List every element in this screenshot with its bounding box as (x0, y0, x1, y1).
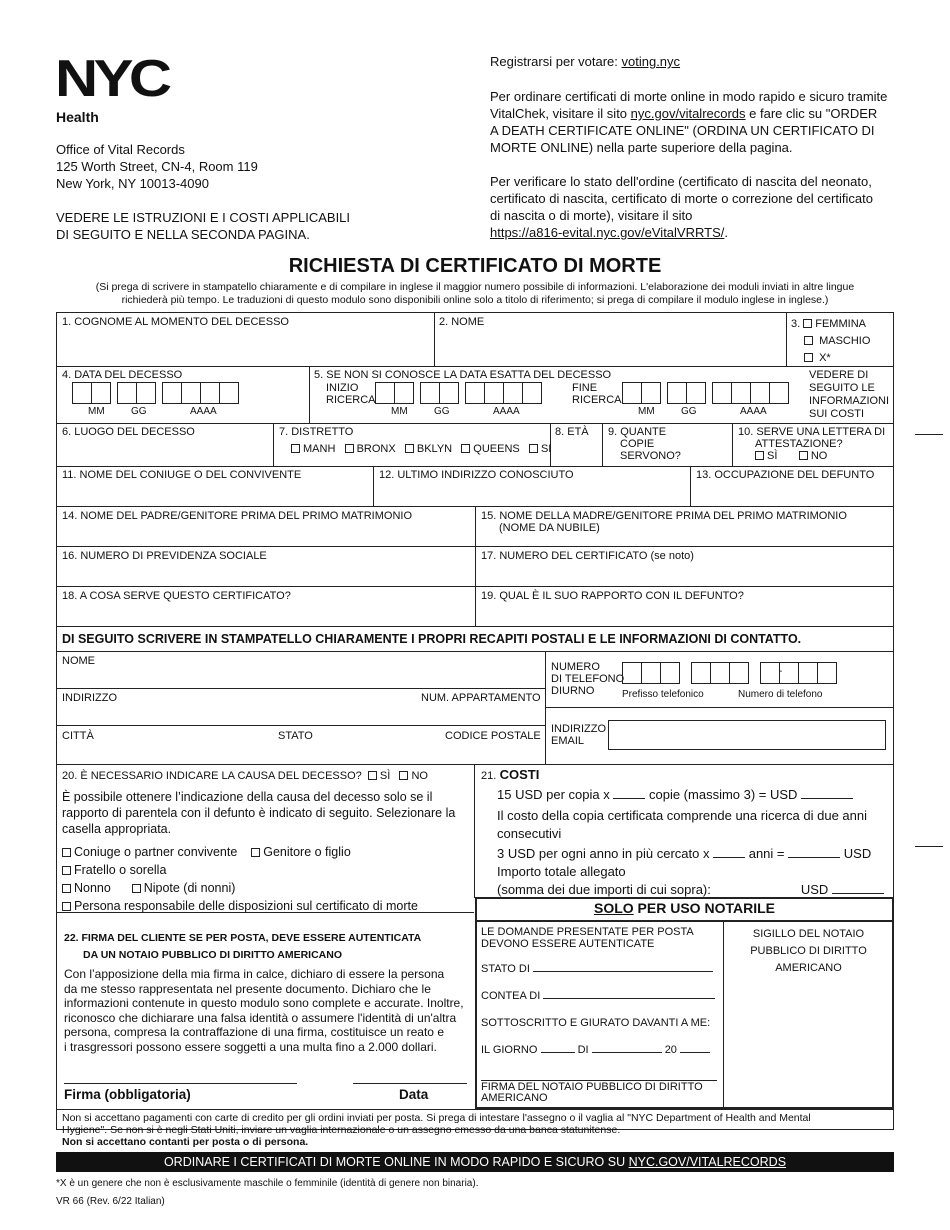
letter-line: ATTESTAZIONE? (755, 438, 843, 450)
checkbox[interactable] (62, 884, 71, 893)
instructions-line: DI SEGUITO E NELLA SECONDA PAGINA. (56, 227, 310, 242)
email-line: INDIRIZZO (551, 723, 606, 735)
char-cell[interactable] (484, 382, 504, 404)
cost-text: USD (843, 846, 872, 861)
voting-link[interactable]: voting.nyc (621, 54, 681, 69)
payment-line: Non si accettano contanti per posta o di persona. (62, 1136, 309, 1148)
notary-label: IL GIORNO (481, 1044, 538, 1056)
vitalchek-info (490, 88, 910, 156)
date-mm: MM (638, 406, 655, 417)
payment-line: Hygiene". Se non si è negli Stati Uniti, inviare un vaglia internazionale o un assegno emesso da una banca statunitense. (62, 1124, 621, 1136)
letter-line: 10. SERVE UNA LETTERA DI (738, 426, 886, 438)
sex-option: MASCHIO (819, 335, 871, 347)
borough-options (291, 443, 551, 455)
vitalchek-line: MORTE ONLINE) nella parte superiore della pagina. (490, 140, 793, 155)
cost-text: anni = (748, 846, 785, 861)
checkbox[interactable] (345, 444, 354, 453)
mother-name-field[interactable] (481, 510, 847, 534)
char-cell[interactable] (439, 382, 459, 404)
vitalchek-line (490, 105, 910, 122)
signature-field[interactable]: Firma (obbligatoria) (64, 1087, 191, 1102)
rel-option: Genitore o figlio (263, 845, 351, 859)
evital-link[interactable]: https://a816-evital.nyc.gov/eVitalVRRTS/ (490, 225, 725, 240)
vitalchek-text: VitalChek, visitare il sito (490, 106, 631, 121)
declaration-line: Con l’apposizione della mia firma in calce, dichiaro di essere la persona (64, 967, 445, 981)
char-cell[interactable] (219, 382, 239, 404)
cost-text: consecutivi (497, 826, 562, 841)
char-cell[interactable] (691, 662, 711, 684)
logo-subtitle: Health (56, 109, 99, 125)
rel-option: Nipote (di nonni) (143, 881, 236, 895)
phone-boxes[interactable] (622, 662, 886, 688)
date-of-death-boxes[interactable] (72, 382, 249, 406)
sex-field (791, 316, 870, 367)
char-cell[interactable] (622, 382, 642, 404)
checkbox[interactable] (461, 444, 470, 453)
total-blank[interactable] (832, 893, 884, 894)
note-line: INFORMAZIONI (809, 395, 890, 407)
char-cell[interactable] (162, 382, 182, 404)
cost-text: (somma dei due importi di cui sopra): (497, 882, 711, 897)
borough-option: BRONX (356, 443, 396, 455)
char-cell[interactable] (667, 382, 687, 404)
subtitle-line: (Si prega di scrivere in stampatello chiaramente e di compilare in inglese il maggior numero possibile di informazioni. L'elaborazione dei moduli inviati in altre lingue (95, 281, 855, 293)
rel-option: Nonno (74, 881, 111, 895)
char-cell[interactable] (641, 662, 661, 684)
notary-signature-label[interactable] (481, 1082, 703, 1104)
char-cell[interactable] (641, 382, 661, 404)
date-mm: MM (391, 406, 408, 417)
sig-heading-line: 22. FIRMA DEL CLIENTE SE PER POSTA, DEVE ESSERE AUTENTICATA (64, 932, 422, 944)
end-date-boxes[interactable] (622, 382, 799, 406)
notary-line: DEVONO ESSERE AUTENTICATE (481, 938, 655, 950)
cost-text: Il costo della copia certificata comprende una ricerca di due anni (497, 808, 867, 823)
phone-line: NUMERO (551, 661, 600, 673)
char-cell[interactable] (731, 382, 751, 404)
note-line: SEGUITO LE (809, 382, 875, 394)
footnote: *X è un genere che non è esclusivamente maschile o femminile (identità di genere non binaria). (56, 1178, 479, 1189)
char-cell[interactable] (710, 662, 730, 684)
status-text: . (724, 225, 728, 240)
area-code-label: Prefisso telefonico (622, 689, 704, 700)
state-field[interactable]: STATO (278, 730, 313, 742)
letter-field (738, 426, 885, 462)
copies-line: 9. QUANTE (608, 426, 667, 438)
checkbox[interactable] (799, 451, 808, 460)
notary-sig-line: FIRMA DEL NOTAIO PUBBLICO DI DIRITTO (481, 1081, 703, 1093)
bar-link[interactable]: NYC.GOV/VITALRECORDS (628, 1155, 787, 1169)
copies-field[interactable] (608, 426, 681, 462)
notary-date-field[interactable] (481, 1044, 710, 1056)
signature-declaration (64, 967, 470, 1055)
checkbox[interactable] (804, 353, 813, 362)
notary-label: CONTEA DI (481, 990, 541, 1002)
start-date-boxes[interactable] (375, 382, 552, 406)
checkbox[interactable] (62, 902, 71, 911)
notary-sig-line: AMERICANO (481, 1092, 548, 1104)
checkbox[interactable] (399, 771, 408, 780)
checkbox[interactable] (62, 866, 71, 875)
last-address-field[interactable]: 12. ULTIMO INDIRIZZO CONOSCIUTO (379, 469, 574, 481)
apartment-field[interactable]: NUM. APPARTAMENTO (421, 692, 541, 704)
declaration-line: da me stesso rappresentata nel presente documento. Dichiaro che le (64, 981, 431, 996)
relationship-options (62, 843, 418, 915)
char-cell[interactable] (420, 382, 440, 404)
purpose-field[interactable]: 18. A COSA SERVE QUESTO CERTIFICATO? (62, 590, 291, 602)
char-cell[interactable] (686, 382, 706, 404)
name-field[interactable]: NOME (62, 655, 95, 667)
cost-text: USD (800, 882, 829, 897)
date-aaaa: AAAA (493, 406, 520, 417)
char-cell[interactable] (200, 382, 220, 404)
char-cell[interactable] (750, 382, 770, 404)
date-aaaa: AAAA (740, 406, 767, 417)
date-field[interactable]: Data (399, 1087, 429, 1102)
copies-line: COPIE (620, 438, 655, 450)
notary-label: DI (577, 1044, 589, 1056)
contact-banner: DI SEGUITO SCRIVERE IN STAMPATELLO CHIARAMENTE I PROPRI RECAPITI POSTALI E LE INFORMAZIONI DI CONTATTO. (62, 632, 802, 646)
notary-title-rest: PER USO NOTARILE (633, 900, 775, 916)
notary-line: LE DOMANDE PRESENTATE PER POSTA (481, 926, 694, 938)
signature-heading (64, 930, 421, 964)
phone-number-label: Numero di telefono (738, 689, 823, 700)
cost-text: 15 USD per copia x (497, 787, 610, 802)
cost-text: copie (massimo 3) = USD (648, 787, 798, 802)
char-cell[interactable] (660, 662, 680, 684)
date-aaaa: AAAA (190, 406, 217, 417)
surname-field[interactable]: 1. COGNOME AL MOMENTO DEL DECESSO (62, 316, 289, 328)
date-gg: GG (131, 406, 147, 417)
declaration-line: i trasgressori possono essere soggetti a una multa fino a 2.000 dollari. (64, 1039, 437, 1054)
char-cell[interactable] (622, 662, 642, 684)
date-gg: GG (681, 406, 697, 417)
cause-explanation (62, 789, 455, 837)
yes-option: SÌ (379, 770, 391, 782)
sex-option: FEMMINA (815, 318, 866, 330)
no-option: NO (810, 450, 828, 462)
office-line: 125 Worth Street, CN-4, Room 119 (56, 159, 258, 174)
amount-blank[interactable] (788, 857, 840, 858)
seal-line: PUBBLICO DI DIRITTO (750, 945, 867, 957)
checkbox[interactable] (405, 444, 414, 453)
spouse-field[interactable]: 11. NOME DEL CONIUGE O DEL CONVIVENTE (62, 469, 302, 481)
declaration-line: riconosco che dichiarare una falsa identità o assumere l'identità di un'altra (64, 1010, 457, 1025)
rel-option: Fratello o sorella (74, 863, 167, 877)
notary-label: 20 (664, 1044, 677, 1056)
date-mm: MM (88, 406, 105, 417)
checkbox[interactable] (62, 848, 71, 857)
first-name-field[interactable]: 2. NOME (439, 316, 485, 328)
instructions-note (56, 209, 350, 243)
see-costs-note (809, 369, 889, 421)
notary-note (481, 926, 694, 950)
costs-num: 21. (481, 770, 497, 782)
notary-county-field[interactable] (481, 990, 715, 1002)
seal-line: AMERICANO (775, 962, 842, 974)
char-cell[interactable] (817, 662, 837, 684)
status-line: Per verificare lo stato dell'ordine (certificato di nascita del neonato, (490, 174, 872, 189)
address-field[interactable]: INDIRIZZO (62, 692, 117, 704)
checkbox[interactable] (251, 848, 260, 857)
char-cell[interactable] (798, 662, 818, 684)
borough-option: MANH (303, 443, 336, 455)
char-cell[interactable] (181, 382, 201, 404)
cost-text: 3 USD per ogni anno in più cercato x (497, 846, 710, 861)
city-field[interactable]: CITTÀ (62, 730, 94, 742)
char-cell[interactable] (729, 662, 749, 684)
seal-line: SIGILLO DEL NOTAIO (752, 928, 865, 940)
char-cell[interactable] (760, 662, 783, 684)
sex-option: X* (819, 352, 831, 364)
cause-label: 20. È NECESSARIO INDICARE LA CAUSA DEL DECESSO? (62, 770, 362, 782)
char-cell[interactable] (465, 382, 485, 404)
checkbox[interactable] (132, 884, 141, 893)
copies-line: SERVONO? (620, 450, 681, 462)
certificate-number-field[interactable]: 17. NUMERO DEL CERTIFICATO (se noto) (481, 550, 694, 562)
notary-sworn: SOTTOSCRITTO E GIURATO DAVANTI A ME: (481, 1017, 711, 1029)
cause-of-death-question (62, 770, 428, 782)
status-line (490, 224, 910, 241)
no-option: NO (411, 770, 428, 782)
form-id: VR 66 (Rev. 6/22 Italian) (56, 1196, 165, 1207)
email-line: EMAIL (551, 735, 585, 747)
payment-note (62, 1112, 888, 1148)
inizio-text: INIZIO (326, 382, 359, 394)
email-input[interactable] (608, 720, 886, 750)
start-search-label (326, 382, 376, 406)
char-cell[interactable] (375, 382, 395, 404)
checkbox[interactable] (804, 336, 813, 345)
register-vote (490, 54, 680, 69)
phone-line: DIURNO (551, 685, 595, 697)
age-field[interactable]: 8. ETÀ (555, 426, 589, 438)
notary-title (475, 900, 894, 916)
vitalchek-text: e fare clic su "ORDER (745, 106, 878, 121)
ssn-field[interactable]: 16. NUMERO DI PREVIDENZA SOCIALE (62, 550, 267, 562)
costs-body (497, 786, 892, 899)
mother-line: 15. NOME DELLA MADRE/GENITORE PRIMA DEL PRIMO MATRIMONIO (481, 510, 847, 522)
notary-title-solo: SOLO (594, 900, 634, 916)
char-cell[interactable] (394, 382, 414, 404)
notary-state-field[interactable] (481, 963, 713, 975)
checkbox[interactable] (368, 771, 377, 780)
cause-line: casella appropriata. (62, 822, 172, 836)
note-line: VEDERE DI (809, 369, 869, 381)
phone-line: DI TELEFONO (551, 673, 625, 685)
vitalrecords-link[interactable]: nyc.gov/vitalrecords (630, 106, 746, 121)
relationship-field[interactable]: 19. QUAL È IL SUO RAPPORTO CON IL DEFUNTO? (481, 590, 744, 602)
char-cell[interactable] (769, 382, 789, 404)
borough-option: QUEENS (473, 443, 520, 455)
checkbox[interactable] (755, 451, 764, 460)
char-cell[interactable] (91, 382, 111, 404)
ricerca-text: RICERCA (572, 394, 622, 406)
subtitle-line: richiederà più tempo. Le traduzioni di questo modulo sono disponibili online solo a titolo di riferimento; si prega di compilare il modulo inglese in inglese.) (121, 294, 829, 306)
instructions-line: VEDERE LE ISTRUZIONI E I COSTI APPLICABILI (56, 210, 351, 225)
declaration-line: informazioni contenute in questo modulo sono complete e accurate. Inoltre, (64, 996, 464, 1011)
phone-dash: - (779, 666, 783, 677)
cost-text: Importo totale allegato (497, 864, 626, 879)
vitalchek-line: A DEATH CERTIFICATE ONLINE" (ORDINA UN CERTIFICATO DI (490, 123, 875, 138)
date-gg: GG (434, 406, 450, 417)
sig-heading-line: DA UN NOTAIO PUBBLICO DI DIRITTO AMERICANO (83, 949, 342, 961)
checkbox[interactable] (803, 319, 812, 328)
notary-label: STATO DI (481, 963, 530, 975)
zip-field[interactable]: CODICE POSTALE (445, 730, 541, 742)
vitalchek-line: Per ordinare certificati di morte online in modo rapido e sicuro tramite (490, 89, 888, 104)
costs-title: COSTI (499, 767, 540, 782)
rel-option: Coniuge o partner convivente (74, 845, 238, 859)
father-name-field[interactable]: 14. NOME DEL PADRE/GENITORE PRIMA DEL PRIMO MATRIMONIO (62, 510, 413, 522)
cause-line: rapporto di parentela con il defunto è indicato di seguito. Selezionare la (62, 806, 456, 820)
fine-text: FINE (572, 382, 598, 394)
char-cell[interactable] (712, 382, 732, 404)
checkbox[interactable] (529, 444, 538, 453)
borough-option: SI (540, 443, 552, 455)
end-search-label (572, 382, 622, 406)
years-blank[interactable] (713, 857, 745, 858)
office-line: New York, NY 10013-4090 (56, 176, 209, 191)
notary-seal (723, 926, 894, 977)
office-line: Office of Vital Records (56, 142, 185, 157)
borough-label: 7. DISTRETTO (279, 426, 354, 438)
cause-line: È possibile ottenere l’indicazione della causa del decesso solo se il (62, 790, 433, 804)
checkbox[interactable] (291, 444, 300, 453)
costs-header (481, 767, 539, 782)
place-of-death-field[interactable]: 6. LUOGO DEL DECESSO (62, 426, 195, 438)
order-online-bar (56, 1152, 894, 1172)
sex-label: 3. (791, 318, 801, 330)
form-subtitle (40, 281, 910, 307)
borough-option: BKLYN (416, 443, 453, 455)
bar-text: ORDINARE I CERTIFICATI DI MORTE ONLINE IN MODO RAPIDO E SICURO SU (163, 1155, 629, 1169)
status-line: certificato di nascita, certificato di morte o correzione del certificato (490, 191, 873, 206)
form-title: RICHIESTA DI CERTIFICATO DI MORTE (288, 255, 662, 277)
char-cell[interactable] (117, 382, 137, 404)
nyc-logo: NYC (55, 50, 168, 108)
status-info (490, 173, 910, 241)
note-line: SUI COSTI (809, 408, 865, 420)
date-of-death-label: 4. DATA DEL DECESSO (62, 369, 183, 381)
declaration-line: persona, compresa la contraffazione di una firma, costituisce un reato e (64, 1025, 444, 1040)
char-cell[interactable] (72, 382, 92, 404)
office-address (56, 141, 258, 192)
yes-option: SÌ (767, 450, 778, 462)
register-text: Registrarsi per votare: (490, 54, 622, 69)
char-cell[interactable] (136, 382, 156, 404)
email-label (551, 723, 606, 747)
ricerca-text: RICERCA (326, 394, 376, 406)
char-cell[interactable] (522, 382, 542, 404)
char-cell[interactable] (503, 382, 523, 404)
amount-blank[interactable] (801, 798, 853, 799)
payment-line: Non si accettano pagamenti con carte di credito per gli ordini inviati per posta. Si prega di intestare l'assegno o il vaglia al "NYC Department of Health and Mental (62, 1112, 811, 1124)
occupation-field[interactable]: 13. OCCUPAZIONE DEL DEFUNTO (696, 469, 875, 481)
rel-option: Persona responsabile delle disposizioni sul certificato di morte (74, 899, 418, 913)
copies-blank[interactable] (613, 798, 645, 799)
unknown-date-label: 5. SE NON SI CONOSCE LA DATA ESATTA DEL DECESSO (314, 369, 612, 381)
phone-label (551, 661, 624, 697)
status-line: di nascita o di morte), visitare il sito (490, 208, 693, 223)
mother-line: (NOME DA NUBILE) (499, 522, 600, 534)
